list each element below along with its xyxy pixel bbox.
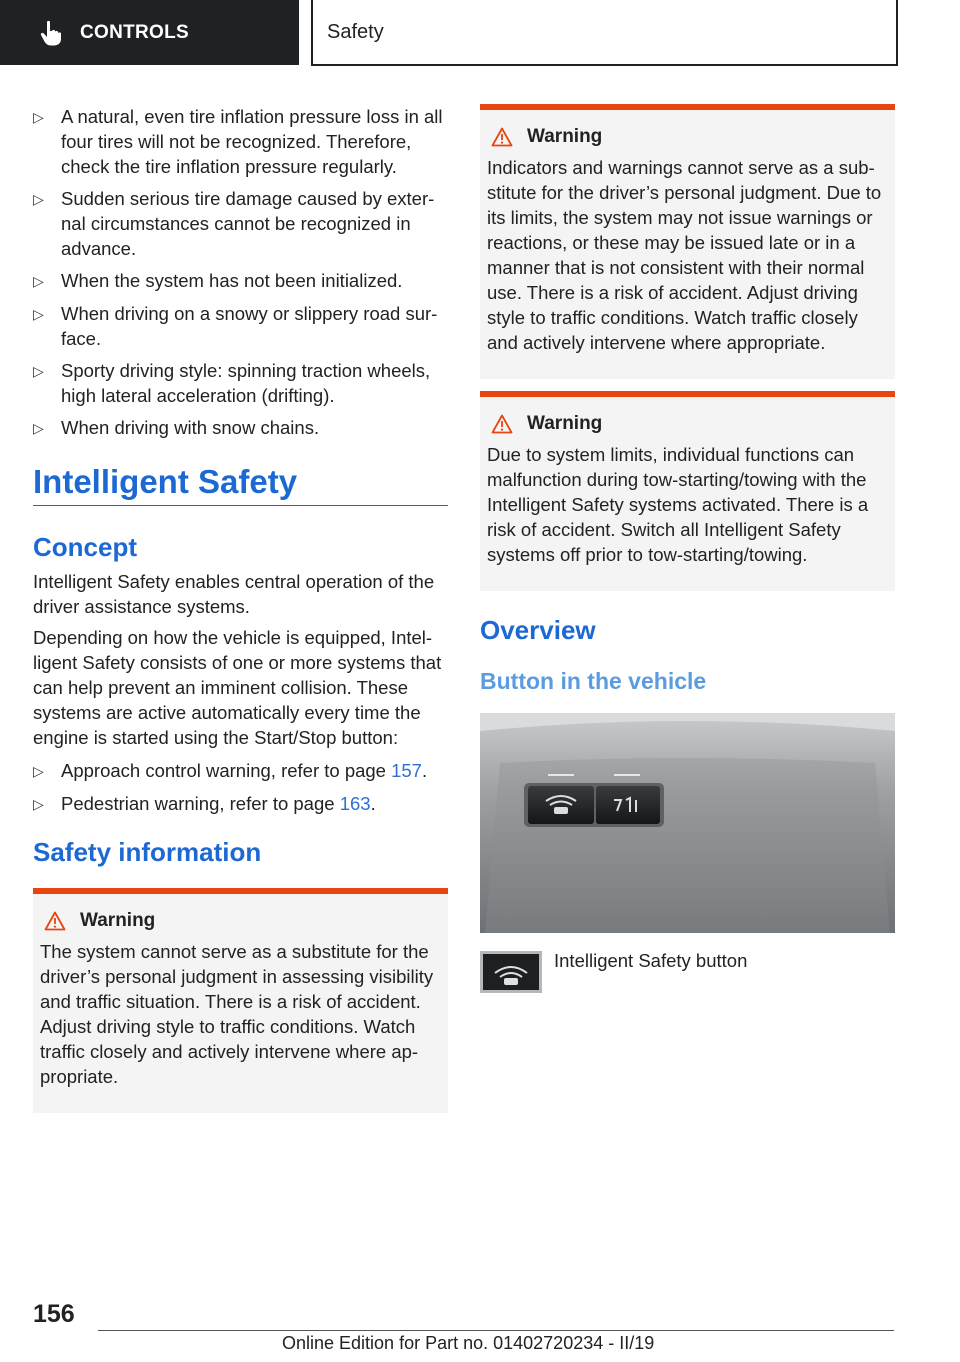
list-item: ▷ A natural, even tire inflation pressure loss in all four tires will not be recognized. Therefore, check the tire inflation pressure regularly. <box>33 106 443 177</box>
list-item: ▷ Sporty driving style: spinning traction wheels, high lateral acceleration (drifting). <box>33 360 431 406</box>
warning-box <box>480 391 895 591</box>
right-column <box>480 104 895 993</box>
warning-label: Warning <box>527 413 603 434</box>
list-item: ▷ When driving with snow chains. <box>33 415 448 441</box>
footer-divider <box>98 1330 894 1331</box>
heading-overview: Overview <box>480 615 596 645</box>
list-item: ▷ Pedestrian warning, refer to page 163. <box>33 791 448 817</box>
warning-label: Warning <box>80 910 156 931</box>
page-link-157[interactable]: 157 <box>391 760 422 781</box>
chapter-label: CONTROLS <box>80 21 190 43</box>
list-item: ▷ When driving on a snowy or slippery road surface. <box>33 303 438 349</box>
warning-triangle-icon <box>491 414 513 434</box>
heading-concept: Concept <box>33 532 137 562</box>
triangle-bullet-icon: ▷ <box>33 109 44 125</box>
warning-label: Warning <box>527 126 603 147</box>
heading-intelligent-safety: Intelligent Safety <box>33 463 448 506</box>
warning-box <box>480 104 895 379</box>
section-title: Safety <box>327 20 384 43</box>
list-item: ▷ When the system has not been initialized. <box>33 268 448 294</box>
triangle-bullet-icon: ▷ <box>33 763 44 779</box>
triangle-bullet-icon: ▷ <box>33 796 44 812</box>
page-link-163[interactable]: 163 <box>339 793 371 814</box>
vehicle-button-photo <box>480 713 895 933</box>
triangle-bullet-icon: ▷ <box>33 420 44 436</box>
warning-box <box>33 888 448 1113</box>
chapter-tab <box>0 0 299 65</box>
triangle-bullet-icon: ▷ <box>33 273 44 289</box>
concept-paragraph-1: Intelligent Safety enables central operation of the driver assistance systems. <box>33 571 435 617</box>
left-column <box>33 104 448 1113</box>
triangle-bullet-icon: ▷ <box>33 306 44 322</box>
warning-triangle-icon <box>44 911 66 931</box>
warning-text: The system cannot serve as a substitute for the driver’s personal judgment in assessing visibility and traffic situation. There is a risk of accident. Adjust driving style to traffic conditions. Watch traffic closely and actively intervene where appropriate. <box>40 941 434 1087</box>
warning-text: Indicators and warnings cannot serve as a substitute for the driver’s personal judgment. Due to its limits, the system may not issue warnings or reactions, or these may be issued late or in a manner that is not consistent with their normal use. There is a risk of accident. Adjust driving style to traffic conditions. Watch traffic closely and actively intervene where appropriate. <box>487 157 882 353</box>
warning-text: Due to system limits, individual functions can malfunction during tow-starting/towing with the Intelligent Safety systems activated. There is a risk of accident. Switch all Intelligent Safety systems off prior to tow-starting/towing. <box>487 444 869 565</box>
button-caption: Intelligent Safety button <box>554 950 748 971</box>
triangle-bullet-icon: ▷ <box>33 191 44 207</box>
list-item: ▷ Approach control warning, refer to page 157. <box>33 758 448 784</box>
heading-safety-information: Safety information <box>33 837 262 867</box>
heading-button-in-vehicle: Button in the vehicle <box>480 668 707 694</box>
list-item: ▷ Sudden serious tire damage caused by external circumstances cannot be recognized in advance. <box>33 188 435 259</box>
edition-info: Online Edition for Part no. 01402720234 - II/19 <box>282 1333 655 1353</box>
concept-paragraph-2: Depending on how the vehicle is equipped, Intelligent Safety consists of one or more systems that can help prevent an imminent collision. These systems are active automatically every time the engine is started using the Start/Stop button: <box>33 627 442 748</box>
hand-pointer-icon <box>40 20 62 46</box>
section-header <box>311 0 898 66</box>
intelligent-safety-button-icon <box>480 951 542 993</box>
condition-list <box>33 104 448 441</box>
triangle-bullet-icon: ▷ <box>33 363 44 379</box>
warning-triangle-icon <box>491 127 513 147</box>
page-number: 156 <box>33 1300 75 1328</box>
